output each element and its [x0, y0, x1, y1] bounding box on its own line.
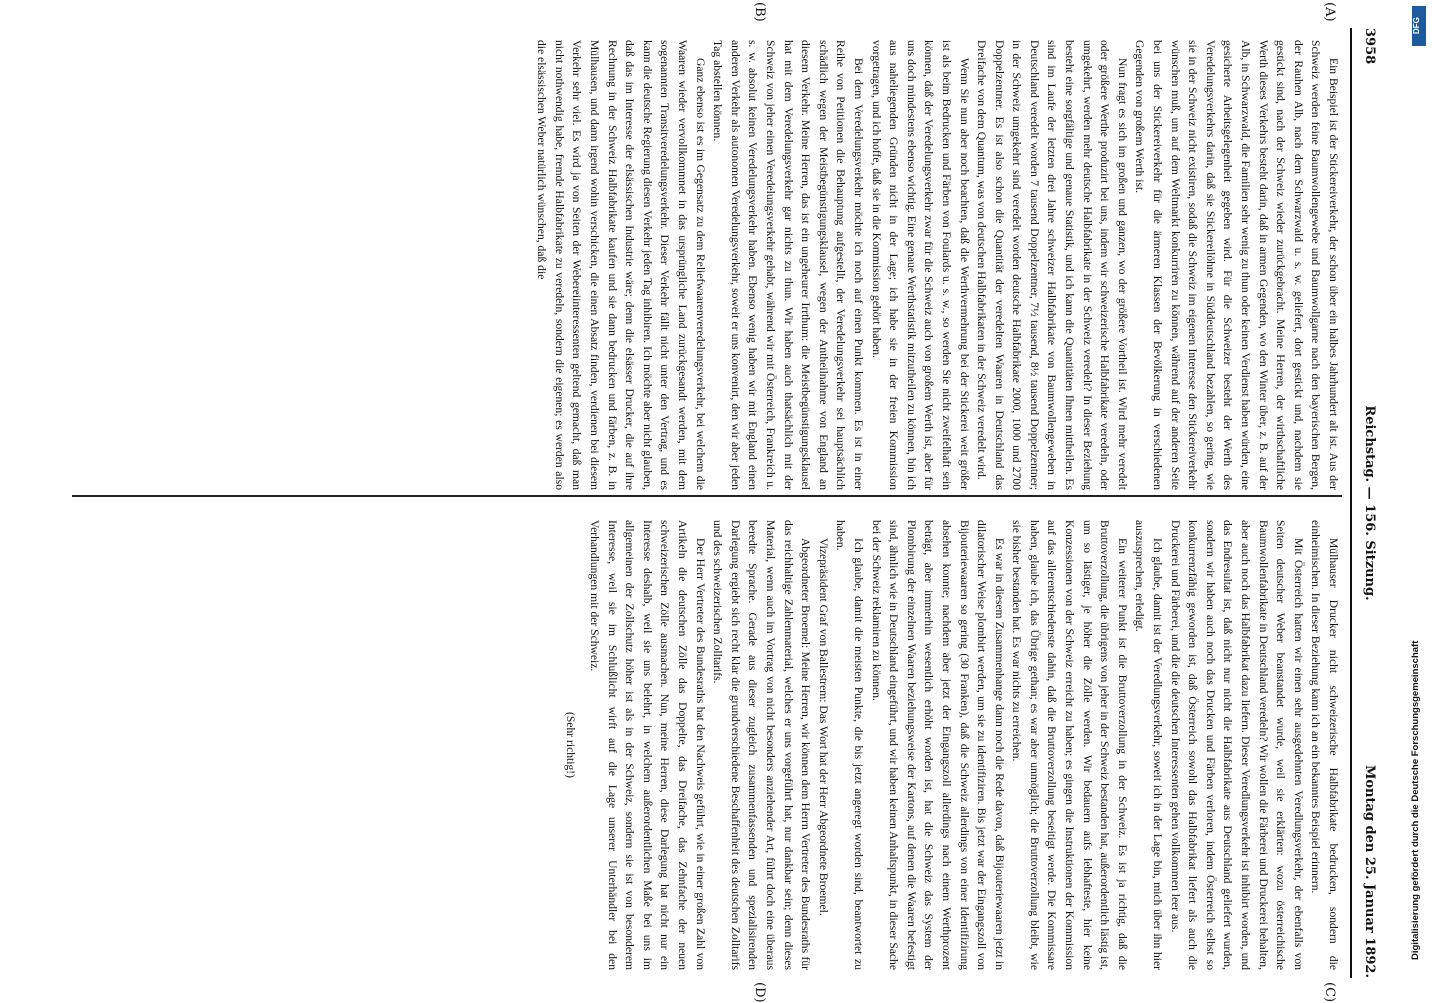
paragraph: Ganz ebenso ist es im Gegensatz zu dem Reliefwaarenveredelungsverkehr, bei welchem die Waaren wieder vervollkommnet in das ursprüngliche Land zurückgesandt werden, mit dem sogenannten Transitveredelungsverkehr. Dieser Verkehr fällt nicht unter den Vertrag, und es kann die deutsche Regierung diesen Verkehr jeden Tag inhibiren. Ich möchte aber nicht glauben, daß das im Interesse der elsässischen Industrie wäre; denn die elsässer Drucker, die auf ihre Rechnung in der Schweiz Halbfabrikate kaufen und sie dann bedrucken und färben, z. B. in Mülhausen, und dann irgend wohin verschicken, die einen Absatz finden, verdienen bei diesem Verkehr sehr viel. Es wird ja von Seiten der Webereiinteressenten geltend gemacht, daß man nicht nothwendig habe, fremde Halbfabrikate zu veredeln, sondern die eigenen; es werden also die elsässischen Weber natürlich wünschen, daß die	[535, 40, 707, 490]
running-head	[1355, 28, 1377, 978]
session-title: Reichstag. — 156. Sitzung.	[1362, 405, 1377, 601]
page-number: 3958	[1362, 28, 1377, 65]
column-divider	[72, 495, 1342, 497]
paragraph: Mit Österreich hatten wir einen sehr ausgedehnten Veredlungsverkehr, der ebenfalls von Seiten deutscher Weber beanstandet wurde, weil sie erklärten: wozu österreichische Baumwollenfabrikate in Deutschland veredeln? Wir wollen die Färberei und Druckerei behalten, aber auch noch das Halbfabrikat dazu liefern. Dieser Veredlungsverkehr ist inhibirt worden, und das Endresultat ist, daß nicht nur nicht die Halbfabrikate aus Deutschland geliefert wurden, sondern wir haben auch noch das Drucken und Färben verloren, indem Österreich selbst so konkurrenzfähig geworden ist, daß Österreich sowohl das Halbfabrikat liefert als auch die Druckerei und Färberei, und die die deutschen Interessenten gehen vollkommen leer aus.	[1168, 520, 1305, 970]
paragraph: Abgeordneter Broemel: Meine Herren, wir können dem Herrn Vertreter des Bundesraths für das reichhaltige Zahlenmaterial, welches er uns vorgeführt hat, nur dankbar sein; denn dieses Material, wenn auch im Vortrag von nicht besonders anziehender Art, führt doch eine überaus beredte Sprache. Gerade aus dieser zugleich zusammenfassenden und spezialisirenden Darlegung ergiebt sich recht klar die grundverschiedene Beschaffenheit des deutschen Zolltarifs und des schweizerischen Zolltarifs.	[711, 520, 813, 970]
applause-note: (Sehr richtig!)	[564, 712, 578, 778]
paragraph: Ein weiterer Punkt ist die Bruttoverzollung in der Schweiz. Es ist ja richtig, daß die Bruttoverzollung, die übrigens von jeher in der Schweiz bestanden hat, außerordentlich lästig ist, um so lästiger, je höher die Zölle werden. Wir bedauern aufs lebhafteste, hier keine Konzessionen von der Schweiz erreicht zu haben; es gingen die Instruktionen der Kommission auf das allerentschiedenste dahin, daß die Bruttoverzollung beseitigt werde. Die Kommissare haben, glaube ich, das Übrige gethan; es war aber unmöglich; die Bruttoverzollung bleibt, wie sie bisher bestanden hat. Es war nichts zu erreichen.	[1010, 520, 1129, 970]
funding-note: Digitalisierung gefördert durch die Deutsche Forschungsgemeinschaft	[1410, 640, 1421, 960]
marker-d: (D)	[752, 982, 767, 1003]
paragraph: Mülhauser Drucker nicht schweizerische Halbfabrikate bedrucken, sondern die einheimischen. In dieser Beziehung kann ich an ein bekanntes Beispiel erinnern.	[1309, 520, 1340, 970]
left-column	[72, 40, 1342, 490]
paragraph: Ich glaube, damit die meisten Punkte, die bis jetzt angeregt worden sind, beantwortet zu haben.	[834, 520, 865, 970]
right-column	[72, 520, 1342, 970]
paragraph: Wenn Sie nun aber noch beachten, daß die Werthvermehrung bei der Stickerei weit größer ist als beim Bedrucken und Färben von Foulards u. s. w., so werden Sie nicht zweifelhaft sein können, daß der Veredelungsverkehr zwar für die Schweiz auch von großem Werth ist, aber für uns doch mindestens ebenso wichtig. Eine genaue Werthstatistik mitzutheilen zu können, bin ich aus naheliegenden Gründen nicht in der Lage; ich habe sie in der freien Kommission vorgetragen, und ich hoffe, daß sie in die Kommission gehört haben.	[869, 40, 971, 490]
session-date: Montag den 25. Januar 1892.	[1362, 764, 1377, 978]
paragraph: Bei dem Veredelungsverkehr möchte ich noch auf einen Punkt kommen. Es ist in einer Reihe von Petitionen die Behauptung aufgestellt, der Veredelungsverkehr sei hauptsächlich schädlich wegen der Meistbegünstigungsklausel, wegen der Antheilnahme von England an diesem Verkehr. Meine Herren, das ist ein ungeheurer Irrthum: die Meistbegünstigungsklausel hat mit dem Veredelungsverkehr gar nichts zu thun. Wir haben auch thatsächlich mit der Schweiz von jeher einen Veredelungsverkehr gehabt, während wir mit Österreich, Frankreich u. s. w. absolut keinen Veredelungsverkehr haben. Ebenso wenig haben wir mit England einen anderen Verkehr als autonomen Veredelungsverkehr, soweit er uns konvenirt, den wir aber jeden Tag abstellen können.	[711, 40, 865, 490]
paragraph: Nun fragt es sich im großen und ganzen, wo der größere Vortheil ist. Wird mehr veredelt oder größere Werthe produzirt bei uns, indem wir schweizerische Halbfabrikate veredeln, oder umgekehrt, werden mehr deutsche Halbfabrikate in der Schweiz veredelt? In dieser Beziehung besteht eine sorgfältige und genaue Statistik, und ich kann die Quantitäten Ihnen mittheilen. Es sind im Laufe der letzten drei Jahre schweizer Halbfabrikate von Baumwollengeweben in Deutschland veredelt worden 7 tausend Doppelzentner, 7½ tausend, 8½ tausend Doppelzentner; in der Schweiz umgekehrt sind veredelt worden deutsche Halbfabrikate 2000, 1000 und 2700 Doppelzentner. Es ist also schon die Quantität der veredelten Waaren in Deutschland das Dreifache von dem Quantum, was von deutschen Halbfabrikaten in der Schweiz veredelt wird.	[975, 40, 1129, 490]
header-rule	[1350, 28, 1352, 978]
marker-a: (A)	[1322, 2, 1337, 22]
paragraph: Es war in diesem Zusammenhange dann noch die Rede davon, daß Bijouteriewaaren jetzt in dilatorischer Weise plombirt werden, um sie zu identifiziren. Bis jetzt war der Eingangszoll von Bijouteriewaaren so gering (30 Franken), daß die Schweiz allerdings von einer Identifizirung absehen konnte; nachdem aber jetzt der Eingangszoll allerdings nach einem Werthprozent beträgt, aber immerhin wesentlich erhöht worden ist, hat die Schweiz das System der Plombirung der einzelnen Waaren beziehungsweise der Kartons, auf denen die Waaren befestigt sind, ähnlich wie in Deutschland eingeführt, und wir haben keinen Anhaltspunkt, in dieser Sache bei der Schweiz reklamiren zu können.	[869, 520, 1006, 970]
marker-c: (C)	[1322, 982, 1337, 1003]
paragraph: Ein Beispiel ist der Stickereiverkehr, der schon über ein halbes Jahrhundert alt ist. Aus der Schweiz werden feine Baumwollengewebe und Baumwollgarne nach den bayerischen Bergen, der Rauhen Alb, nach dem Schwarzwald u. s. w. geliefert, dort gestickt und, nachdem sie gestickt sind, nach der Schweiz wieder zurückgebracht. Meine Herren, der wirthschaftliche Werth dieses Verkehrs besteht darin, daß in armen Gegenden, wo den Winter über, z. B. auf der Alb, in Schwarzwald, die Familien sehr wenig zu thun oder keinen Verdienst haben würden, eine gesicherte Arbeitsgelegenheit gegeben wird. Für die Schweizer besteht der Werth des Veredelungsverkehrs darin, daß sie Stickereilöhne in Süddeutschland bezahlen, so gering, wie sie in der Schweiz nicht existiren, sodaß die Schweiz im eigenen Interesse den Stickereiverkehr wünschen muß, um auf dem Weltmarkt konkurriren zu können, während auf der anderen Seite bei uns der Stickereiverkehr für die ärmeren Klassen der Bevölkerung in verschiedenen Gegenden von großem Werth ist.	[1133, 40, 1340, 490]
paragraph: Vizepräsident Graf von Ballestrem: Das Wort hat der Herr Abgeordnete Broemel.	[816, 538, 830, 916]
paragraph: Der Herr Vertreter des Bundesraths hat den Nachweis geführt, wie in einer großen Zahl von Artikeln die deutschen Zölle das Doppelte, das Dreifache, das Zehnfache der neuen schweizerischen Zölle ausmachen. Nun, meine Herren, diese Darlegung hat nicht nur ein Interesse deshalb, weil sie uns belehrt, in welchem außerordentlichen Maße bei uns im allgemeinen der Zollschutz höher ist als in der Schweiz, sondern sie ist von besonderem Interesse, weil sie im Schlußlicht wirft auf die Lage unserer Unterhändler bei den Verhandlungen mit der Schweiz.	[588, 520, 707, 970]
marker-b: (B)	[752, 2, 767, 22]
paragraph: Ich glaube, damit ist der Veredlungsverkehr, soweit ich in der Lage bin, mich über ihn hier auszusprechen, erledigt.	[1133, 520, 1165, 970]
dfg-logo: DFG	[1412, 6, 1426, 46]
